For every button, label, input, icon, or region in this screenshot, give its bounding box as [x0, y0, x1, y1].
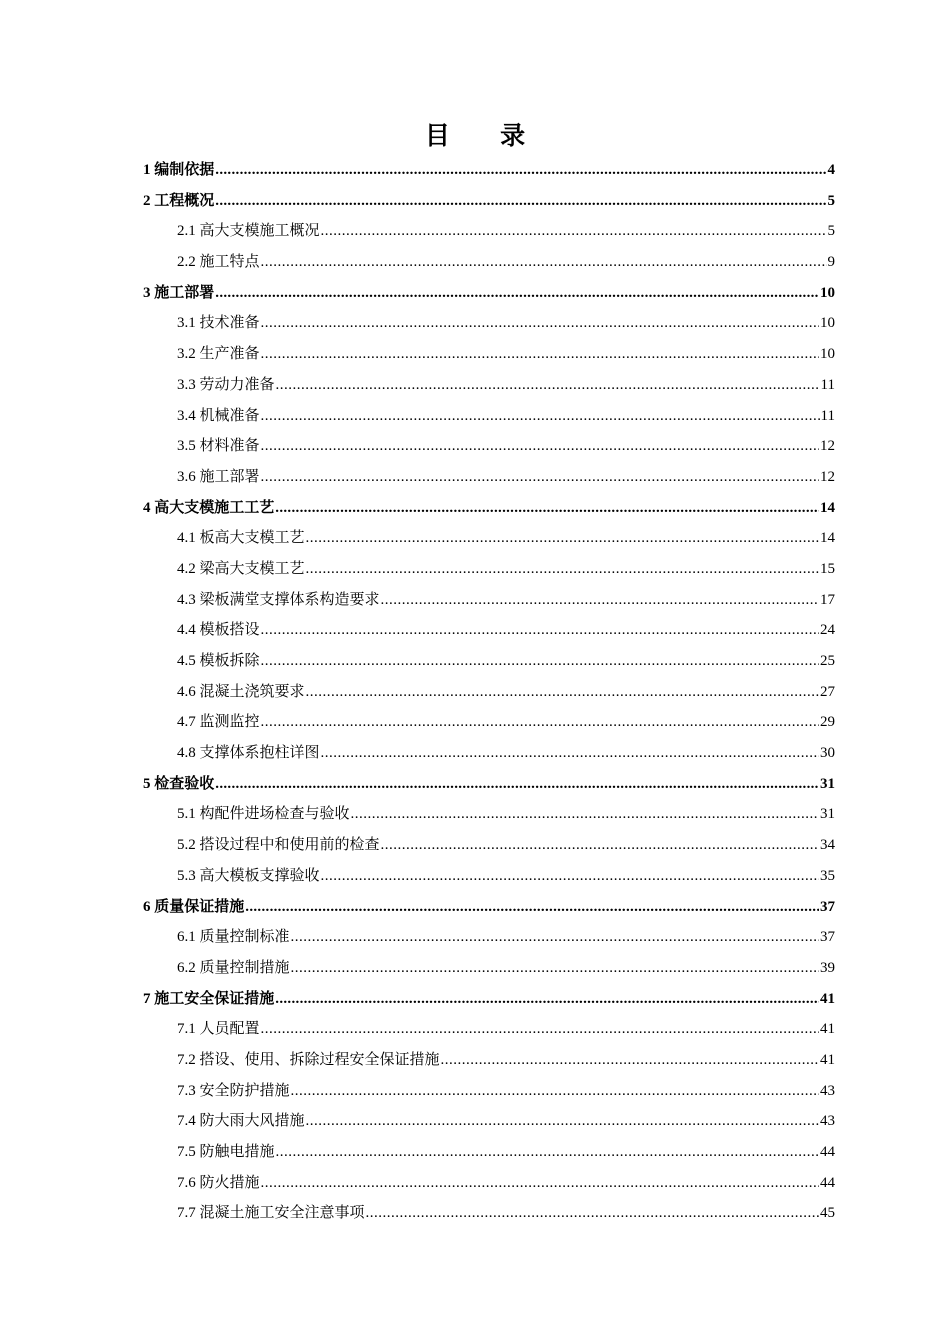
toc-chapter-entry[interactable] [143, 984, 835, 1015]
toc-entry-label: 7.6 防火措施 [177, 1174, 260, 1191]
toc-entry-label: 4.7 监测监控 [177, 714, 260, 731]
toc-section-entry[interactable] [143, 247, 835, 278]
toc-entry-label: 3.4 机械准备 [177, 407, 260, 424]
toc-entry-label: 4.5 模板拆除 [177, 653, 260, 669]
dot-leader [306, 1106, 819, 1137]
toc-entry-page-number: 10 [820, 284, 835, 301]
toc-section-entry[interactable] [143, 523, 835, 554]
dot-leader [291, 1076, 819, 1107]
dot-leader [245, 892, 819, 923]
toc-section-entry[interactable] [143, 401, 835, 432]
dot-leader [441, 1045, 819, 1076]
dot-leader [275, 984, 819, 1015]
toc-entry-page-number: 14 [820, 499, 835, 516]
toc-entry-label: 7.7 混凝土施工安全注意事项 [177, 1205, 365, 1222]
page-title: 目 录 [424, 123, 548, 150]
dot-leader [261, 339, 819, 370]
toc-entry-page-number: 45 [820, 1205, 835, 1222]
dot-leader [275, 493, 819, 524]
toc-chapter-entry[interactable] [143, 769, 835, 800]
toc-entry-page-number: 27 [820, 683, 835, 700]
toc-entry-label: 7.2 搭设、使用、拆除过程安全保证措施 [177, 1051, 440, 1068]
toc-entry-page-number: 25 [820, 653, 835, 669]
toc-entry-label: 7.5 防触电措施 [177, 1144, 275, 1160]
toc-entry-label: 2.1 高大支模施工概况 [177, 223, 320, 240]
toc-chapter-entry[interactable] [143, 493, 835, 524]
toc-section-entry[interactable] [143, 585, 835, 616]
toc-section-entry[interactable] [143, 615, 835, 646]
toc-entry-label: 2 工程概况 [143, 192, 215, 209]
dot-leader [261, 401, 820, 432]
toc-entry-label: 3.6 施工部署 [177, 468, 260, 485]
dot-leader [276, 370, 820, 401]
toc-entry-page-number: 14 [820, 530, 835, 547]
toc-chapter-entry[interactable] [143, 892, 835, 923]
toc-section-entry[interactable] [143, 1168, 835, 1199]
dot-leader [321, 861, 819, 892]
toc-entry-page-number: 5 [827, 192, 835, 209]
toc-entry-label: 4 高大支模施工工艺 [143, 499, 275, 516]
toc-entry-page-number: 30 [820, 745, 835, 762]
toc-section-entry[interactable] [143, 799, 835, 830]
toc-section-entry[interactable] [143, 370, 835, 401]
toc-entry-label: 7.1 人员配置 [177, 1021, 260, 1038]
toc-entry-page-number: 10 [820, 315, 835, 332]
toc-entry-label: 4.4 模板搭设 [177, 622, 260, 639]
dot-leader [261, 247, 827, 278]
dot-leader [306, 523, 819, 554]
toc-chapter-entry[interactable] [143, 186, 835, 217]
dot-leader [261, 646, 819, 677]
toc-section-entry[interactable] [143, 1076, 835, 1107]
dot-leader [261, 431, 819, 462]
dot-leader [261, 1014, 819, 1045]
toc-entry-page-number: 34 [820, 837, 835, 854]
toc-section-entry[interactable] [143, 1137, 835, 1168]
toc-entry-page-number: 31 [820, 775, 835, 792]
toc-section-entry[interactable] [143, 339, 835, 370]
toc-section-entry[interactable] [143, 677, 835, 708]
toc-entry-page-number: 44 [820, 1174, 835, 1191]
toc-section-entry[interactable] [143, 1106, 835, 1137]
toc-section-entry[interactable] [143, 861, 835, 892]
dot-leader [306, 677, 819, 708]
toc-entry-page-number: 12 [820, 438, 835, 455]
toc-section-entry[interactable] [143, 462, 835, 493]
toc-section-entry[interactable] [143, 1014, 835, 1045]
dot-leader [381, 830, 819, 861]
toc-entry-page-number: 35 [820, 867, 835, 884]
dot-leader [351, 799, 819, 830]
toc-section-entry[interactable] [143, 922, 835, 953]
toc-chapter-entry[interactable] [143, 155, 835, 186]
toc-section-entry[interactable] [143, 1198, 835, 1229]
dot-leader [215, 155, 826, 186]
dot-leader [306, 554, 819, 585]
dot-leader [291, 953, 819, 984]
toc-entry-label: 6.1 质量控制标准 [177, 929, 290, 946]
dot-leader [381, 585, 819, 616]
dot-leader [261, 308, 819, 339]
toc-entry-page-number: 43 [820, 1082, 835, 1099]
toc-entry-label: 4.8 支撑体系抱柱详图 [177, 745, 320, 762]
toc-entry-label: 1 编制依据 [143, 162, 215, 178]
toc-entry-label: 5.2 搭设过程中和使用前的检查 [177, 837, 380, 854]
toc-entry-page-number: 29 [820, 714, 835, 731]
toc-entry-label: 5.1 构配件进场检查与验收 [177, 806, 350, 823]
toc-entry-page-number: 4 [827, 162, 835, 178]
toc-entry-page-number: 41 [820, 990, 835, 1007]
toc-entry-page-number: 37 [820, 898, 835, 915]
dot-leader [366, 1198, 819, 1229]
toc-entry-page-number: 10 [820, 346, 835, 363]
toc-entry-label: 7 施工安全保证措施 [143, 990, 275, 1007]
toc-section-entry[interactable] [143, 554, 835, 585]
toc-entry-label: 4.1 板高大支模工艺 [177, 530, 305, 547]
toc-entry-label: 2.2 施工特点 [177, 254, 260, 271]
toc-entry-page-number: 11 [820, 376, 835, 393]
toc-entry-label: 7.4 防大雨大风措施 [177, 1113, 305, 1130]
toc-section-entry[interactable] [143, 953, 835, 984]
toc-entry-page-number: 15 [820, 560, 835, 577]
dot-leader [215, 278, 819, 309]
table-of-contents [143, 155, 835, 1229]
toc-chapter-entry[interactable] [143, 278, 835, 309]
toc-section-entry[interactable] [143, 308, 835, 339]
toc-section-entry[interactable] [143, 738, 835, 769]
dot-leader [261, 707, 819, 738]
dot-leader [261, 615, 819, 646]
toc-entry-label: 4.3 梁板满堂支撑体系构造要求 [177, 591, 380, 608]
toc-section-entry[interactable] [143, 646, 835, 677]
dot-leader [321, 216, 827, 247]
toc-entry-label: 4.2 梁高大支模工艺 [177, 560, 305, 577]
toc-entry-label: 7.3 安全防护措施 [177, 1082, 290, 1099]
toc-entry-label: 6.2 质量控制措施 [177, 959, 290, 976]
toc-entry-label: 3.3 劳动力准备 [177, 376, 275, 393]
dot-leader [215, 186, 826, 217]
toc-entry-label: 3.5 材料准备 [177, 438, 260, 455]
toc-section-entry[interactable] [143, 1045, 835, 1076]
toc-entry-page-number: 39 [820, 959, 835, 976]
toc-section-entry[interactable] [143, 431, 835, 462]
toc-entry-page-number: 43 [820, 1113, 835, 1130]
toc-section-entry[interactable] [143, 216, 835, 247]
toc-section-entry[interactable] [143, 830, 835, 861]
toc-entry-page-number: 44 [820, 1144, 835, 1160]
dot-leader [215, 769, 819, 800]
toc-entry-page-number: 5 [827, 223, 835, 240]
toc-entry-page-number: 41 [820, 1051, 835, 1068]
toc-entry-page-number: 17 [820, 591, 835, 608]
toc-entry-label: 6 质量保证措施 [143, 898, 245, 915]
toc-entry-label: 4.6 混凝土浇筑要求 [177, 683, 305, 700]
toc-entry-label: 3 施工部署 [143, 284, 215, 301]
toc-entry-page-number: 24 [820, 622, 835, 639]
dot-leader [291, 922, 819, 953]
dot-leader [261, 462, 819, 493]
toc-entry-page-number: 31 [820, 806, 835, 823]
toc-entry-page-number: 9 [827, 254, 835, 271]
toc-entry-label: 5.3 高大模板支撑验收 [177, 867, 320, 884]
toc-entry-label: 3.2 生产准备 [177, 346, 260, 363]
toc-entry-page-number: 11 [820, 407, 835, 424]
toc-entry-page-number: 37 [820, 929, 835, 946]
dot-leader [261, 1168, 819, 1199]
dot-leader [276, 1137, 819, 1168]
toc-entry-label: 5 检查验收 [143, 775, 215, 792]
dot-leader [321, 738, 819, 769]
toc-entry-label: 3.1 技术准备 [177, 315, 260, 332]
toc-entry-page-number: 12 [820, 468, 835, 485]
toc-entry-page-number: 41 [820, 1021, 835, 1038]
toc-section-entry[interactable] [143, 707, 835, 738]
